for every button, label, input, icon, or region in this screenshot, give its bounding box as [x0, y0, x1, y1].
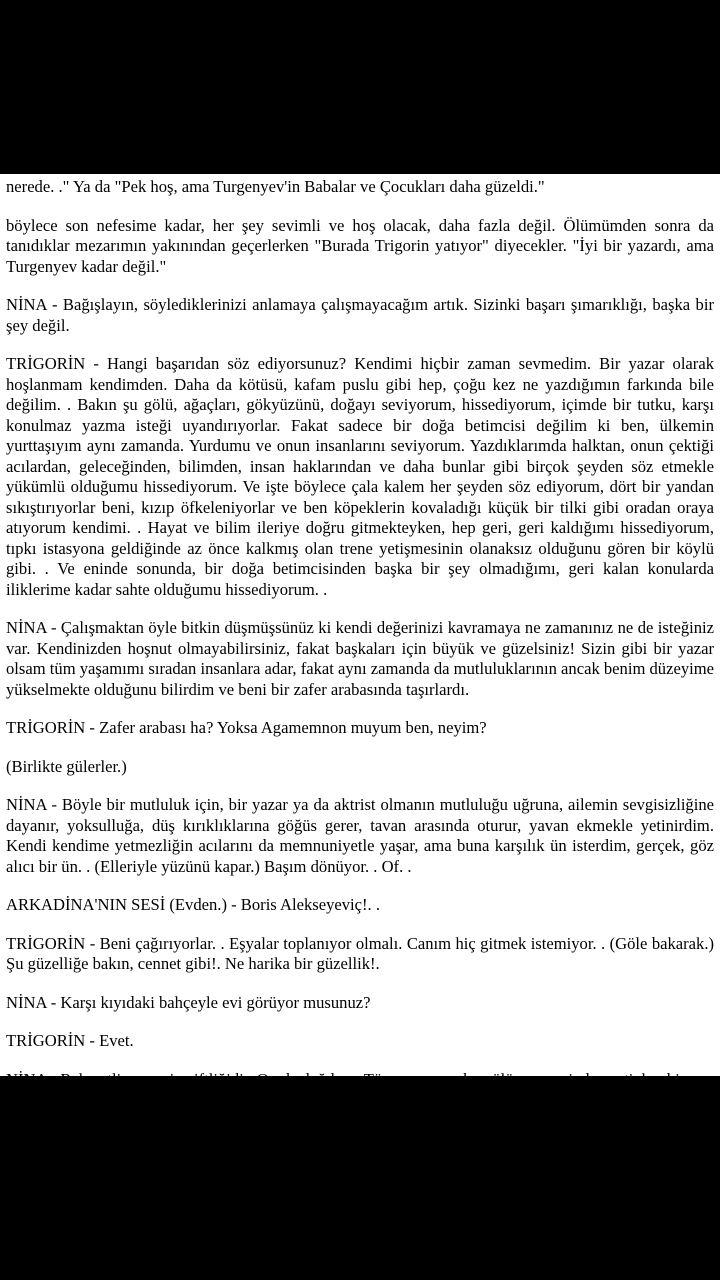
paragraph: NİNA - Çalışmaktan öyle bitkin düşmüşsünüz ki kendi değerinizi kavramaya ne zamanınız ne de isteğiniz var. Kendinizden hoşnut olmayabilirsiniz, fakat başkaları için büyük ve güzelsiniz! Sizin gibi bir yazar olsam tüm yaşamımı sıradan insanlara adar, fakat aynı zamanda da mutluluklarının ancak benim düzeyime yükselmekte olduğunu bilirdim ve beni bir zafer arabasında taşırlardı. [6, 618, 715, 699]
paragraph: TRİGORİN - Evet. [6, 1031, 134, 1050]
paragraph: NİNA - Böyle bir mutluluk için, bir yazar ya da aktrist olmanın mutluluğu uğruna, ailemin sevgisizliğine dayanır, yoksulluğa, düş kırıklıklarına göğüs gerer, tavan arasında oturur, yavan ekmekle yetinirdim. Kendi kendime yetmezliğin acılarını da memnuniyetle yaşar, ama buna karşılık ün isterdim, gerçek, göz alıcı bir ün. . (Elleriyle yüzünü kapar.) Başım dönüyor. . Of. . [6, 795, 714, 876]
paragraph: (Birlikte gülerler.) [6, 756, 127, 776]
paragraph: TRİGORİN - Hangi başarıdan söz ediyorsunuz? Kendimi hiçbir zaman sevmedim. Bir yazar olarak hoşlanmam kendimden. Daha da kötüsü, kafam puslu gibi hep, çoğu kez ne yazdığımın farkında bile değilim. . Bakın şu gölü, ağaçları, gökyüzünü, doğayı seviyorum, hissediyorum, içimde bir tutku, karşı konulmaz yazma isteği uyandırıyorlar. Fakat sadece bir doğa betimcisi değilim ki ben, ülkemin yurttaşıyım aynı zamanda. Yurdumu ve onun insanlarını seviyorum. Yazdıklarımda halktan, onun çektiği acılardan, geleceğinden, bilimden, insan haklarından ve daha bunlar gibi birçok şeyden söz etmekle yükümlü olduğumu hissediyorum. Ve işte böylece çala kalem her şeyden söz ediyorum, dört bir yandan sıkıştırıyorlar beni, kızıp öfkeleniyorlar ve ben köpeklerin kovaladığı küçük bir tilki gibi oradan oraya atıyorum kendimi. . Hayat ve bilim ileriye doğru gitmekteyken, hep geri, geri kaldığımı hissediyorum, tıpkı istasyona geldiğinde az önce kalkmış olan trene yetişmesinin olanaksız olduğunu gören bir köylü gibi. . Ve eninde sonunda, bir doğa betimcisinden başka bir şey olmadığımı, geri kalan konularda iliklerime kadar sahte olduğumu hissediyorum. . [6, 354, 714, 599]
top-black-bar [0, 0, 720, 174]
bottom-black-bar [0, 1076, 720, 1280]
paragraph: NİNA - Bağışlayın, söylediklerinizi anlamaya çalışmayacağım artık. Sizinki başarı şımarıklığı, başka bir şey değil. [6, 295, 714, 335]
paragraph: NİNA - Karşı kıyıdaki bahçeyle evi görüyor musunuz? [6, 992, 371, 1012]
reader-page[interactable] [0, 174, 720, 1076]
paragraph: ARKADİNA'NIN SESİ (Evden.) - Boris Alekseyeviç!. . [6, 895, 380, 914]
paragraph: TRİGORİN - Beni çağırıyorlar. . Eşyalar toplanıyor olmalı. Canım hiç gitmek istemiyor. . (Göle bakarak.) Şu güzelliğe bakın, cennet gibi!. Ne harika bir güzellik!. [6, 933, 714, 973]
paragraph: TRİGORİN - Zafer arabası ha? Yoksa Agamemnon muyum ben, neyim? [6, 718, 487, 737]
paragraph: nerede. ." Ya da "Pek hoş, ama Turgenyev'in Babalar ve Çocukları daha güzeldi." [6, 177, 545, 196]
paragraph: böylece son nefesime kadar, her şey sevimli ve hoş olacak, daha fazla değil. Ölümümden sonra da tanıdıklar mezarımın yakınından geçerlerken "Burada Trigorin yatıyor" diyecekler. "İyi bir yazardı, ama Turgenyev kadar değil." [6, 215, 714, 276]
page-text [0, 174, 720, 1090]
